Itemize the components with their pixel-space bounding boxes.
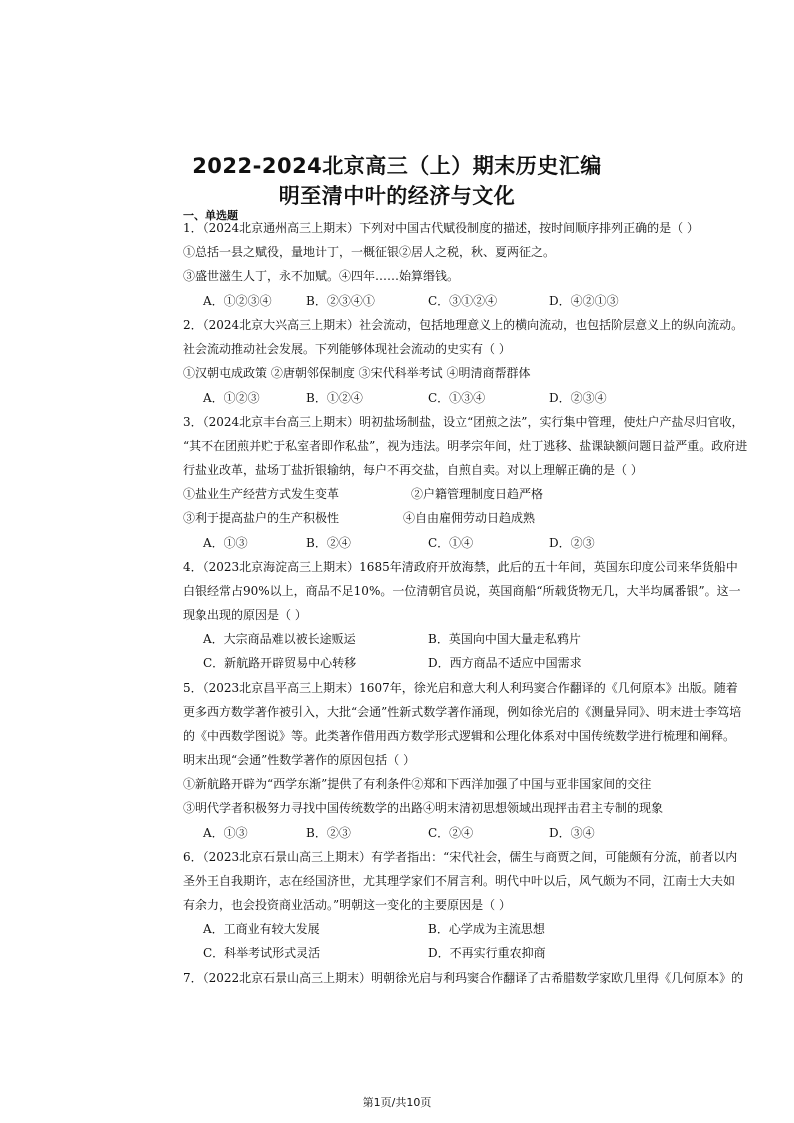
q3-statement: ②户籍管理制度日趋严格 xyxy=(411,487,544,501)
q6-line: 圣外王自我期许，志在经国济世，尤其理学家们不屑言利。明代中叶以后，风气颇为不同，江南士大夫如 xyxy=(183,874,736,888)
q2-option-d: D．②③④ xyxy=(549,391,607,405)
q4-line: 现象出现的原因是（ ） xyxy=(183,608,307,622)
q5-statement: ③明代学者积极努力寻找中国传统数学的出路④明末清初思想领域出现抨击君主专制的现象 xyxy=(183,801,664,815)
q4-stem: 4．（2023北京海淀高三上期末）1685年清政府开放海禁，此后的五十年间，英国东印度公司来华货船中 xyxy=(183,560,738,574)
q3-option-d: D．②③ xyxy=(549,536,595,550)
q5-option-b: B．②③ xyxy=(306,826,351,840)
q5-option-d: D．③④ xyxy=(549,826,595,840)
q3-statement: ④自由雇佣劳动日趋成熟 xyxy=(403,511,536,525)
q4-option-d: D．西方商品不适应中国需求 xyxy=(428,656,582,670)
q3-option-b: B．②④ xyxy=(306,536,351,550)
q2-option-b: B．①②④ xyxy=(306,391,363,405)
q2-option-c: C．①③④ xyxy=(428,391,486,405)
q3-option-c: C．①④ xyxy=(428,536,474,550)
q6-line: 有余力，也会投资商业活动。”明朝这一变化的主要原因是（ ） xyxy=(183,898,511,912)
q3-statement: ③利于提高盐户的生产积极性 xyxy=(183,511,340,525)
q6-option-b: B．心学成为主流思想 xyxy=(428,922,545,936)
q3-statement: ①盐业生产经营方式发生变革 xyxy=(183,487,340,501)
q5-line: 明末出现“会通”性数学著作的原因包括（ ） xyxy=(183,753,416,767)
q1-line: ③盛世滋生人丁，永不加赋。④四年……始算缗钱。 xyxy=(183,269,460,283)
q5-option-a: A．①③ xyxy=(203,826,248,840)
q2-stem: 2．（2024北京大兴高三上期末）社会流动，包括地理意义上的横向流动，也包括阶层意义上的纵向流动。 xyxy=(183,318,744,332)
q3-line: “其不在团煎并贮于私室者即作私盐”，视为违法。明孝宗年间，灶丁逃移、盐课缺额问题日益严重。政府进 xyxy=(183,439,748,453)
q6-option-a: A．工商业有较大发展 xyxy=(203,922,320,936)
q6-stem: 6．（2023北京石景山高三上期末）有学者指出：“宋代社会，儒生与商贾之间，可能颇有分流，前者以内 xyxy=(183,850,738,864)
document-title: 2022-2024北京高三（上）期末历史汇编 xyxy=(192,154,602,178)
q1-option-b: B．②③④① xyxy=(306,294,375,308)
q5-stem: 5．（2023北京昌平高三上期末）1607年，徐光启和意大利人利玛窦合作翻译的《几何原本》出版。随着 xyxy=(183,681,738,695)
q3-stem: 3．（2024北京丰台高三上期末）明初盐场制盐，设立“团煎之法”，实行集中管理，使灶户产盐尽归官收， xyxy=(183,415,744,429)
document-subtitle: 明至清中叶的经济与文化 xyxy=(278,184,516,208)
q1-stem: 1．（2024北京通州高三上期末）下列对中国古代赋役制度的描述，按时间顺序排列正确的是（ ） xyxy=(183,221,699,235)
q2-option-a: A．①②③ xyxy=(203,391,260,405)
q2-line: 社会流动推动社会发展。下列能够体现社会流动的史实有（ ） xyxy=(183,342,511,356)
q4-option-c: C．新航路开辟贸易中心转移 xyxy=(203,656,357,670)
q4-option-b: B．英国向中国大量走私鸦片 xyxy=(428,632,581,646)
q1-option-c: C．③①②④ xyxy=(428,294,498,308)
q3-line: 行盐业改革，盐场丁盐折银输纳，每户不再交盐，自煎自卖。对以上理解正确的是（ ） xyxy=(183,463,643,477)
q5-statement: ①新航路开辟为“西学东渐”提供了有利条件②郑和下西洋加强了中国与亚非国家间的交往 xyxy=(183,777,652,791)
page-number: 第1页/共10页 xyxy=(362,1096,432,1109)
q1-option-d: D．④②①③ xyxy=(549,294,619,308)
q4-option-a: A．大宗商品难以被长途贩运 xyxy=(203,632,356,646)
q3-option-a: A．①③ xyxy=(203,536,248,550)
q5-line: 的《中西数学图说》等。此类著作借用西方数学形式逻辑和公理化体系对中国传统数学进行梳理和阐释。 xyxy=(183,729,736,743)
section-heading: 一、单选题 xyxy=(183,209,238,222)
q1-line: ①总括一县之赋役，量地计丁，一概征银②居人之税，秋、夏两征之。 xyxy=(183,245,556,259)
q5-option-c: C．②④ xyxy=(428,826,474,840)
q4-line: 白银经常占90%以上，商品不足10%。一位清朝官员说，英国商船“所载货物无几，大半均属番银”。这一 xyxy=(183,584,741,598)
q6-option-d: D．不再实行重农抑商 xyxy=(428,946,546,960)
q7-stem: 7．（2022北京石景山高三上期末）明朝徐光启与利玛窦合作翻译了古希腊数学家欧几里得《几何原本》的 xyxy=(183,971,744,985)
q5-line: 更多西方数学著作被引入，大批“会通”性新式数学著作涌现，例如徐光启的《测量异同》、明末进士李笃培 xyxy=(183,705,742,719)
q1-option-a: A．①②③④ xyxy=(203,294,272,308)
q6-option-c: C．科举考试形式灵活 xyxy=(203,946,321,960)
q2-line: ①汉朝屯成政策 ②唐朝邻保制度 ③宋代科举考试 ④明清商帮群体 xyxy=(183,366,531,380)
